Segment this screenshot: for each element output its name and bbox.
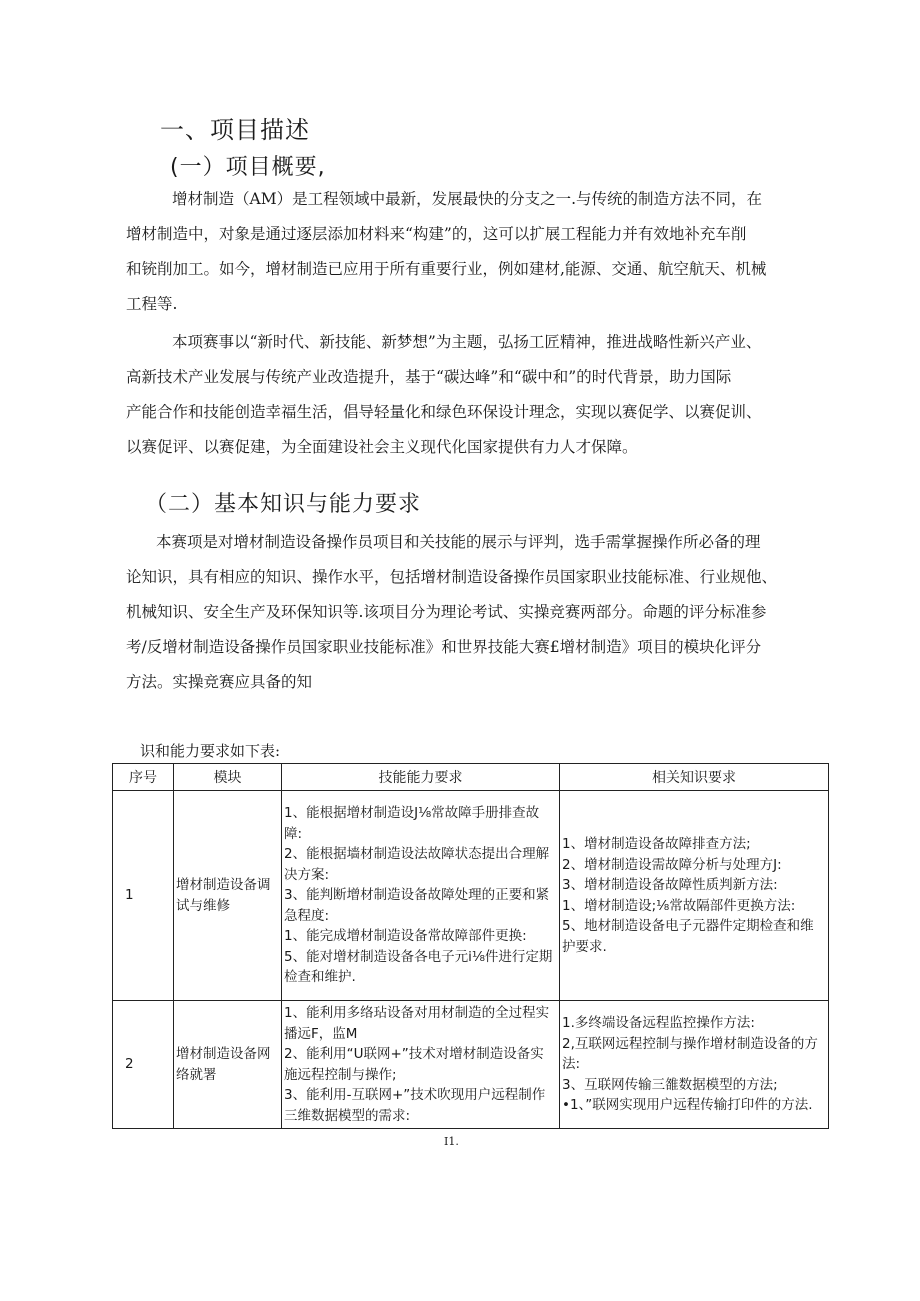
table-row xyxy=(113,791,829,1001)
text-line: 增材制造（AM）是工程领域中最新，发展最快的分支之一.与传统的制造方法不同，在 xyxy=(172,190,762,208)
table-header-row xyxy=(113,764,829,791)
text-line: 和铳削加工。如今，增材制造已应用于所有重要行业，例如建材,能源、交通、航空航天、机械 xyxy=(126,260,767,278)
text-line: 方法。实操竞赛应具备的知 xyxy=(126,673,313,691)
page-number: I1. xyxy=(444,1135,459,1148)
list-item: 3、增材制造设备故障性质判新方法: xyxy=(562,877,778,893)
list-item: 1、能利用多络玷设备对用材制造的全过程实播远F，监M xyxy=(284,1005,550,1042)
list-item: 1、能根据增材制造设J⅛常故障手册排查故障: xyxy=(284,805,540,842)
cell-module: 增材制造设备网络就署 xyxy=(174,1001,282,1129)
paragraph-am-intro xyxy=(126,182,826,322)
text-line: 本赛项是对增材制造设备操作员项目和关技能的展示与评判，选手需掌握操作所必备的理 xyxy=(156,533,761,551)
cell-knowledge xyxy=(560,1001,829,1129)
header-module: 模块 xyxy=(174,764,282,791)
text-line: 机械知识、安全生产及环保知识等.该项目分为理论考试、实操竞赛两部分。命题的评分标准参 xyxy=(126,603,767,621)
heading-project-overview: (一）项目概要, xyxy=(170,155,326,180)
text-line: 论知识，具有相应的知识、操作水平，包括增材制造设备操作员国家职业技能标准、行业规他、 xyxy=(126,568,778,586)
text-line: 产能合作和技能创造幸福生活，倡导轻量化和绿色环保设计理念，实现以赛促学、以赛促训、 xyxy=(126,403,762,421)
cell-no: 1 xyxy=(113,791,174,1001)
text-line: 以赛促评、以赛促建，为全面建设社会主义现代化国家提供有力人才保障。 xyxy=(126,438,638,456)
header-no: 序号 xyxy=(113,764,174,791)
table-row xyxy=(113,1001,829,1129)
list-item: •1、”联网实现用户远程传输打印件的方法. xyxy=(562,1097,813,1114)
list-item: 3、能利用-互联网+”技术吹现用户远程制作三维数据模型的需求: xyxy=(284,1087,546,1124)
list-item: 3、能判断增材制造设备故障处理的正要和紧急程度: xyxy=(284,887,550,924)
list-item: 1、增材制造设备故障排查方法; xyxy=(562,836,751,852)
list-item: 1、增材制造设;⅛常故隔部件更换方法: xyxy=(562,897,796,914)
header-skills: 技能能力要求 xyxy=(282,764,560,791)
list-item: 1、能完成增材制造设备常故障部件更换: xyxy=(284,928,527,945)
table-caption: 识和能力要求如下表: xyxy=(140,742,281,760)
cell-knowledge xyxy=(560,791,829,1001)
text-line: 工程等. xyxy=(126,295,178,313)
paragraph-competition-theme xyxy=(126,325,826,465)
cell-module: 增材制造设备调试与维修 xyxy=(174,791,282,1001)
heading-project-description: 一、项目描述 xyxy=(160,116,310,144)
text-line: 高新技术产业发展与传统产业改造提升，基于“碳达峰”和“碳中和”的时代背景，助力国际 xyxy=(126,368,732,386)
list-item: 1.多终端设备远程监控操作方法: xyxy=(562,1015,755,1032)
list-item: 5、能对增材制造设备各电子元i⅛件进行定期检查和维护. xyxy=(284,948,553,986)
heading-knowledge-requirements: （二）基本知识与能力要求 xyxy=(145,492,422,517)
list-item: 2,互联网远程控制与操作增材制造设备的方法: xyxy=(562,1035,818,1073)
list-item: 5、地材制造设备电子元器件定期检查和维护要求. xyxy=(562,918,814,955)
text-line: 考/反增材制造设备操作员国家职业技能标准》和世界技能大赛£增材制造》项目的模块化评分 xyxy=(126,638,762,656)
text-line: 增材制造中，对象是通过逐层添加材料来“构建”的，这可以扩展工程能力并有效地补充车削 xyxy=(126,225,747,243)
header-knowledge: 相关知识要求 xyxy=(560,764,829,791)
text-line: 本项赛事以“新时代、新技能、新梦想”为主题，弘扬工匠精神，推进战略性新兴产业、 xyxy=(172,333,762,351)
cell-skills xyxy=(282,1001,560,1129)
list-item: 2、能利用“U联网+”技术对增材制造设备实施远程控制与操作; xyxy=(284,1046,544,1083)
list-item: 2、增材制造设需故障分析与处理方J: xyxy=(562,856,782,873)
cell-skills xyxy=(282,791,560,1001)
list-item: 2、能根据墙材制造设法故障状态提出合理解决方案: xyxy=(284,846,550,883)
cell-no: 2 xyxy=(113,1001,174,1129)
requirements-table xyxy=(112,763,829,1129)
list-item: 3、互联网传输三雒数据模型的方法; xyxy=(562,1076,778,1093)
paragraph-requirements xyxy=(126,525,826,700)
